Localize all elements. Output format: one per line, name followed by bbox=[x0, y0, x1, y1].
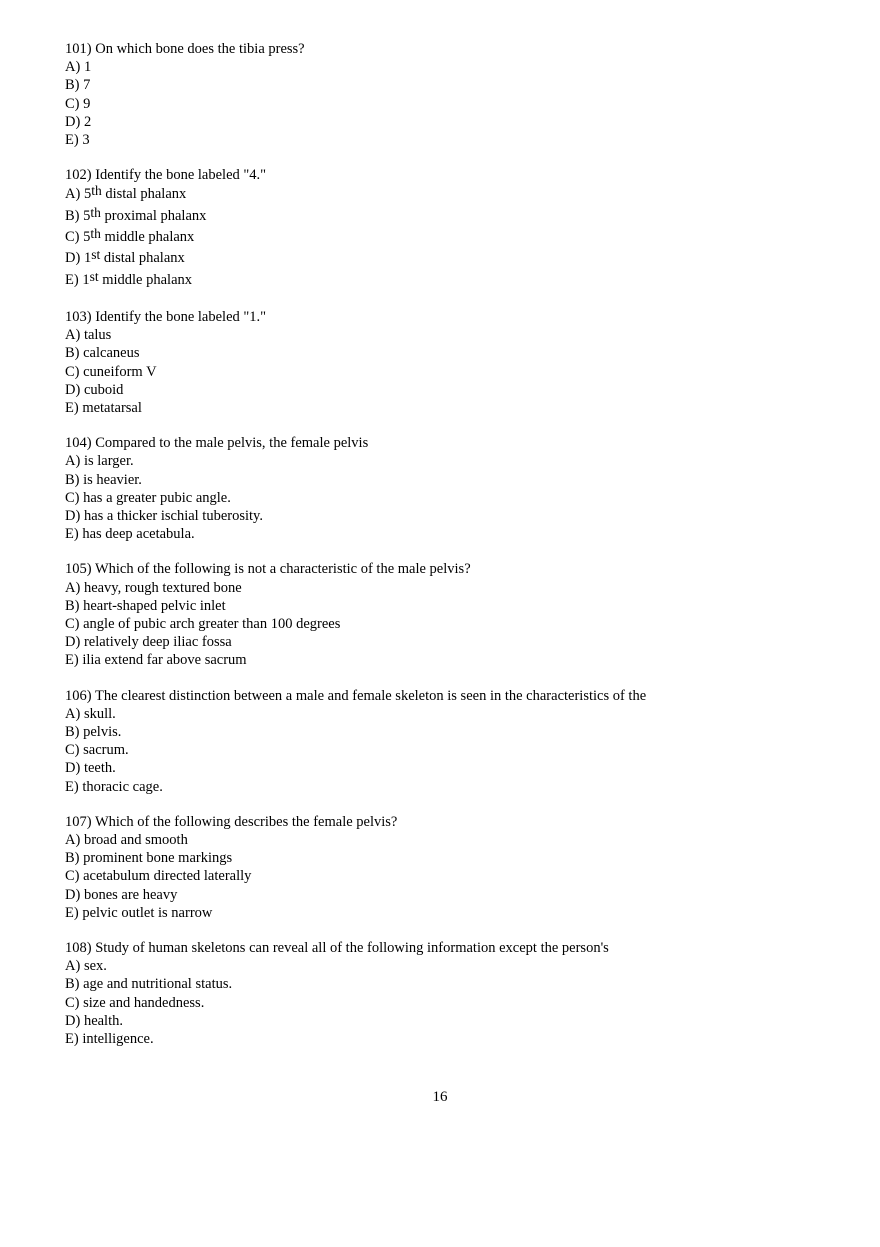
option-letter: B) bbox=[65, 207, 80, 224]
question-105 bbox=[65, 560, 845, 669]
answer-option bbox=[65, 651, 845, 669]
option-text: age and nutritional status. bbox=[83, 976, 233, 993]
answer-option bbox=[65, 248, 845, 269]
answer-option bbox=[65, 957, 845, 975]
answer-option bbox=[65, 975, 845, 993]
option-letter: D) bbox=[65, 886, 81, 903]
option-letter: E) bbox=[65, 652, 79, 669]
answer-option bbox=[65, 363, 845, 381]
option-text: calcaneus bbox=[83, 345, 140, 362]
question-number: 102) bbox=[65, 167, 92, 184]
answer-option bbox=[65, 326, 845, 344]
option-text: prominent bone markings bbox=[83, 850, 233, 867]
option-text: intelligence. bbox=[82, 1031, 154, 1048]
option-text: cuneiform V bbox=[83, 363, 157, 380]
option-text: heart-shaped pelvic inlet bbox=[83, 597, 226, 614]
option-text: thoracic cage. bbox=[82, 778, 163, 795]
answer-option bbox=[65, 886, 845, 904]
option-text: 7 bbox=[83, 77, 91, 94]
option-text: sex. bbox=[83, 958, 107, 975]
option-text: middle phalanx bbox=[104, 229, 195, 246]
answer-option bbox=[65, 831, 845, 849]
option-text: 9 bbox=[83, 95, 91, 112]
option-text: skull. bbox=[83, 705, 116, 722]
option-letter: C) bbox=[65, 868, 80, 885]
page-number: 16 bbox=[432, 1089, 448, 1105]
option-letter: E) bbox=[65, 526, 79, 543]
option-ordinal: 1 bbox=[82, 271, 90, 288]
option-letter: E) bbox=[65, 904, 79, 921]
answer-option bbox=[65, 597, 845, 615]
answer-option bbox=[65, 1030, 845, 1048]
option-text: talus bbox=[83, 327, 112, 344]
answer-option bbox=[65, 723, 845, 741]
option-text: pelvic outlet is narrow bbox=[82, 904, 213, 921]
option-letter: D) bbox=[65, 634, 81, 651]
option-text: size and handedness. bbox=[83, 994, 205, 1011]
option-letter: D) bbox=[65, 250, 81, 267]
option-text: 3 bbox=[82, 132, 90, 149]
question-stem bbox=[65, 308, 845, 326]
question-number: 105) bbox=[65, 561, 92, 578]
answer-option bbox=[65, 227, 845, 248]
answer-option bbox=[65, 741, 845, 759]
option-text: bones are heavy bbox=[83, 886, 178, 903]
option-letter: D) bbox=[65, 381, 81, 398]
option-text: distal phalanx bbox=[105, 186, 187, 203]
question-text: Compared to the male pelvis, the female pelvis bbox=[95, 435, 369, 452]
option-text: 1 bbox=[83, 59, 92, 76]
question-108 bbox=[65, 939, 845, 1048]
option-letter: A) bbox=[65, 186, 81, 203]
question-107 bbox=[65, 813, 845, 922]
question-page bbox=[65, 40, 845, 1065]
option-letter: C) bbox=[65, 994, 80, 1011]
option-text: angle of pubic arch greater than 100 degrees bbox=[83, 615, 341, 632]
option-text: pelvis. bbox=[83, 723, 122, 740]
answer-option bbox=[65, 270, 845, 291]
question-103 bbox=[65, 308, 845, 417]
answer-option bbox=[65, 994, 845, 1012]
question-number: 106) bbox=[65, 687, 92, 704]
option-letter: A) bbox=[65, 453, 81, 470]
option-text: cuboid bbox=[83, 381, 124, 398]
answer-option bbox=[65, 759, 845, 777]
ordinal-suffix: st bbox=[91, 247, 101, 263]
answer-option bbox=[65, 849, 845, 867]
option-letter: C) bbox=[65, 489, 80, 506]
question-stem bbox=[65, 939, 845, 957]
option-text: distal phalanx bbox=[103, 250, 185, 267]
question-102 bbox=[65, 166, 845, 291]
option-letter: A) bbox=[65, 327, 81, 344]
option-letter: E) bbox=[65, 399, 79, 416]
question-stem bbox=[65, 560, 845, 578]
question-number: 103) bbox=[65, 308, 92, 325]
option-text: broad and smooth bbox=[83, 831, 188, 848]
option-letter: B) bbox=[65, 723, 80, 740]
option-letter: E) bbox=[65, 271, 79, 288]
option-text: sacrum. bbox=[83, 742, 129, 759]
option-text: relatively deep iliac fossa bbox=[83, 634, 232, 651]
option-ordinal: 1 bbox=[83, 250, 92, 267]
answer-option bbox=[65, 95, 845, 113]
option-text: is larger. bbox=[83, 453, 134, 470]
option-letter: C) bbox=[65, 742, 80, 759]
question-104 bbox=[65, 434, 845, 543]
option-text: has a greater pubic angle. bbox=[83, 489, 231, 506]
question-stem bbox=[65, 434, 845, 452]
question-stem bbox=[65, 813, 845, 831]
option-letter: C) bbox=[65, 615, 80, 632]
option-letter: A) bbox=[65, 59, 81, 76]
answer-option bbox=[65, 184, 845, 205]
option-text: middle phalanx bbox=[102, 271, 192, 288]
option-letter: A) bbox=[65, 958, 81, 975]
option-ordinal: 5 bbox=[83, 207, 91, 224]
answer-option bbox=[65, 58, 845, 76]
answer-option bbox=[65, 113, 845, 131]
option-text: health. bbox=[83, 1012, 123, 1029]
answer-option bbox=[65, 471, 845, 489]
option-letter: D) bbox=[65, 1012, 81, 1029]
option-letter: A) bbox=[65, 579, 81, 596]
answer-option bbox=[65, 344, 845, 362]
question-stem bbox=[65, 687, 845, 705]
answer-option bbox=[65, 579, 845, 597]
ordinal-suffix: st bbox=[89, 268, 99, 284]
question-text: Study of human skeletons can reveal all of the following information except the person's bbox=[95, 940, 609, 956]
question-stem bbox=[65, 40, 845, 58]
answer-option bbox=[65, 381, 845, 399]
answer-option bbox=[65, 206, 845, 227]
option-text: proximal phalanx bbox=[104, 207, 207, 224]
option-letter: C) bbox=[65, 229, 80, 246]
question-number: 101) bbox=[65, 41, 92, 57]
option-text: teeth. bbox=[83, 760, 116, 777]
option-text: ilia extend far above sacrum bbox=[82, 652, 247, 669]
option-text: heavy, rough textured bone bbox=[83, 579, 242, 596]
option-letter: E) bbox=[65, 132, 79, 149]
option-text: acetabulum directed laterally bbox=[83, 868, 252, 885]
answer-option bbox=[65, 1012, 845, 1030]
question-text: Which of the following is not a characteristic of the male pelvis? bbox=[94, 561, 471, 578]
answer-option bbox=[65, 507, 845, 525]
answer-option bbox=[65, 452, 845, 470]
option-ordinal: 5 bbox=[83, 186, 92, 203]
ordinal-suffix: th bbox=[90, 204, 101, 220]
answer-option bbox=[65, 615, 845, 633]
question-number: 108) bbox=[65, 940, 92, 956]
answer-option bbox=[65, 778, 845, 796]
option-letter: E) bbox=[65, 778, 79, 795]
answer-option bbox=[65, 633, 845, 651]
option-letter: C) bbox=[65, 95, 80, 112]
option-ordinal: 5 bbox=[83, 229, 91, 246]
answer-option bbox=[65, 705, 845, 723]
question-106 bbox=[65, 687, 845, 796]
option-text: has deep acetabula. bbox=[82, 526, 195, 543]
option-letter: B) bbox=[65, 345, 80, 362]
question-stem bbox=[65, 166, 845, 184]
option-letter: B) bbox=[65, 850, 80, 867]
ordinal-suffix: th bbox=[91, 183, 102, 199]
option-text: has a thicker ischial tuberosity. bbox=[83, 507, 263, 524]
ordinal-suffix: th bbox=[90, 226, 101, 242]
option-letter: C) bbox=[65, 363, 80, 380]
option-text: is heavier. bbox=[83, 471, 142, 488]
option-letter: E) bbox=[65, 1031, 79, 1048]
answer-option bbox=[65, 399, 845, 417]
answer-option bbox=[65, 489, 845, 507]
question-101 bbox=[65, 40, 845, 149]
answer-option bbox=[65, 525, 845, 543]
option-letter: D) bbox=[65, 507, 81, 524]
question-text: On which bone does the tibia press? bbox=[95, 41, 305, 57]
answer-option bbox=[65, 76, 845, 94]
option-letter: D) bbox=[65, 113, 81, 130]
answer-option bbox=[65, 867, 845, 885]
option-letter: B) bbox=[65, 77, 80, 94]
option-text: metatarsal bbox=[82, 399, 142, 416]
option-letter: B) bbox=[65, 976, 80, 993]
answer-option bbox=[65, 131, 845, 149]
option-letter: B) bbox=[65, 597, 80, 614]
answer-option bbox=[65, 904, 845, 922]
question-text: Identify the bone labeled "1." bbox=[95, 308, 267, 325]
option-text: 2 bbox=[83, 113, 92, 130]
question-number: 107) bbox=[65, 813, 92, 830]
option-letter: A) bbox=[65, 705, 81, 722]
option-letter: D) bbox=[65, 760, 81, 777]
question-text: The clearest distinction between a male and female skeleton is seen in the characteristics of the bbox=[94, 687, 647, 704]
question-number: 104) bbox=[65, 435, 92, 452]
question-text: Identify the bone labeled "4." bbox=[95, 167, 267, 184]
question-text: Which of the following describes the female pelvis? bbox=[94, 813, 398, 830]
option-letter: A) bbox=[65, 831, 81, 848]
option-letter: B) bbox=[65, 471, 80, 488]
